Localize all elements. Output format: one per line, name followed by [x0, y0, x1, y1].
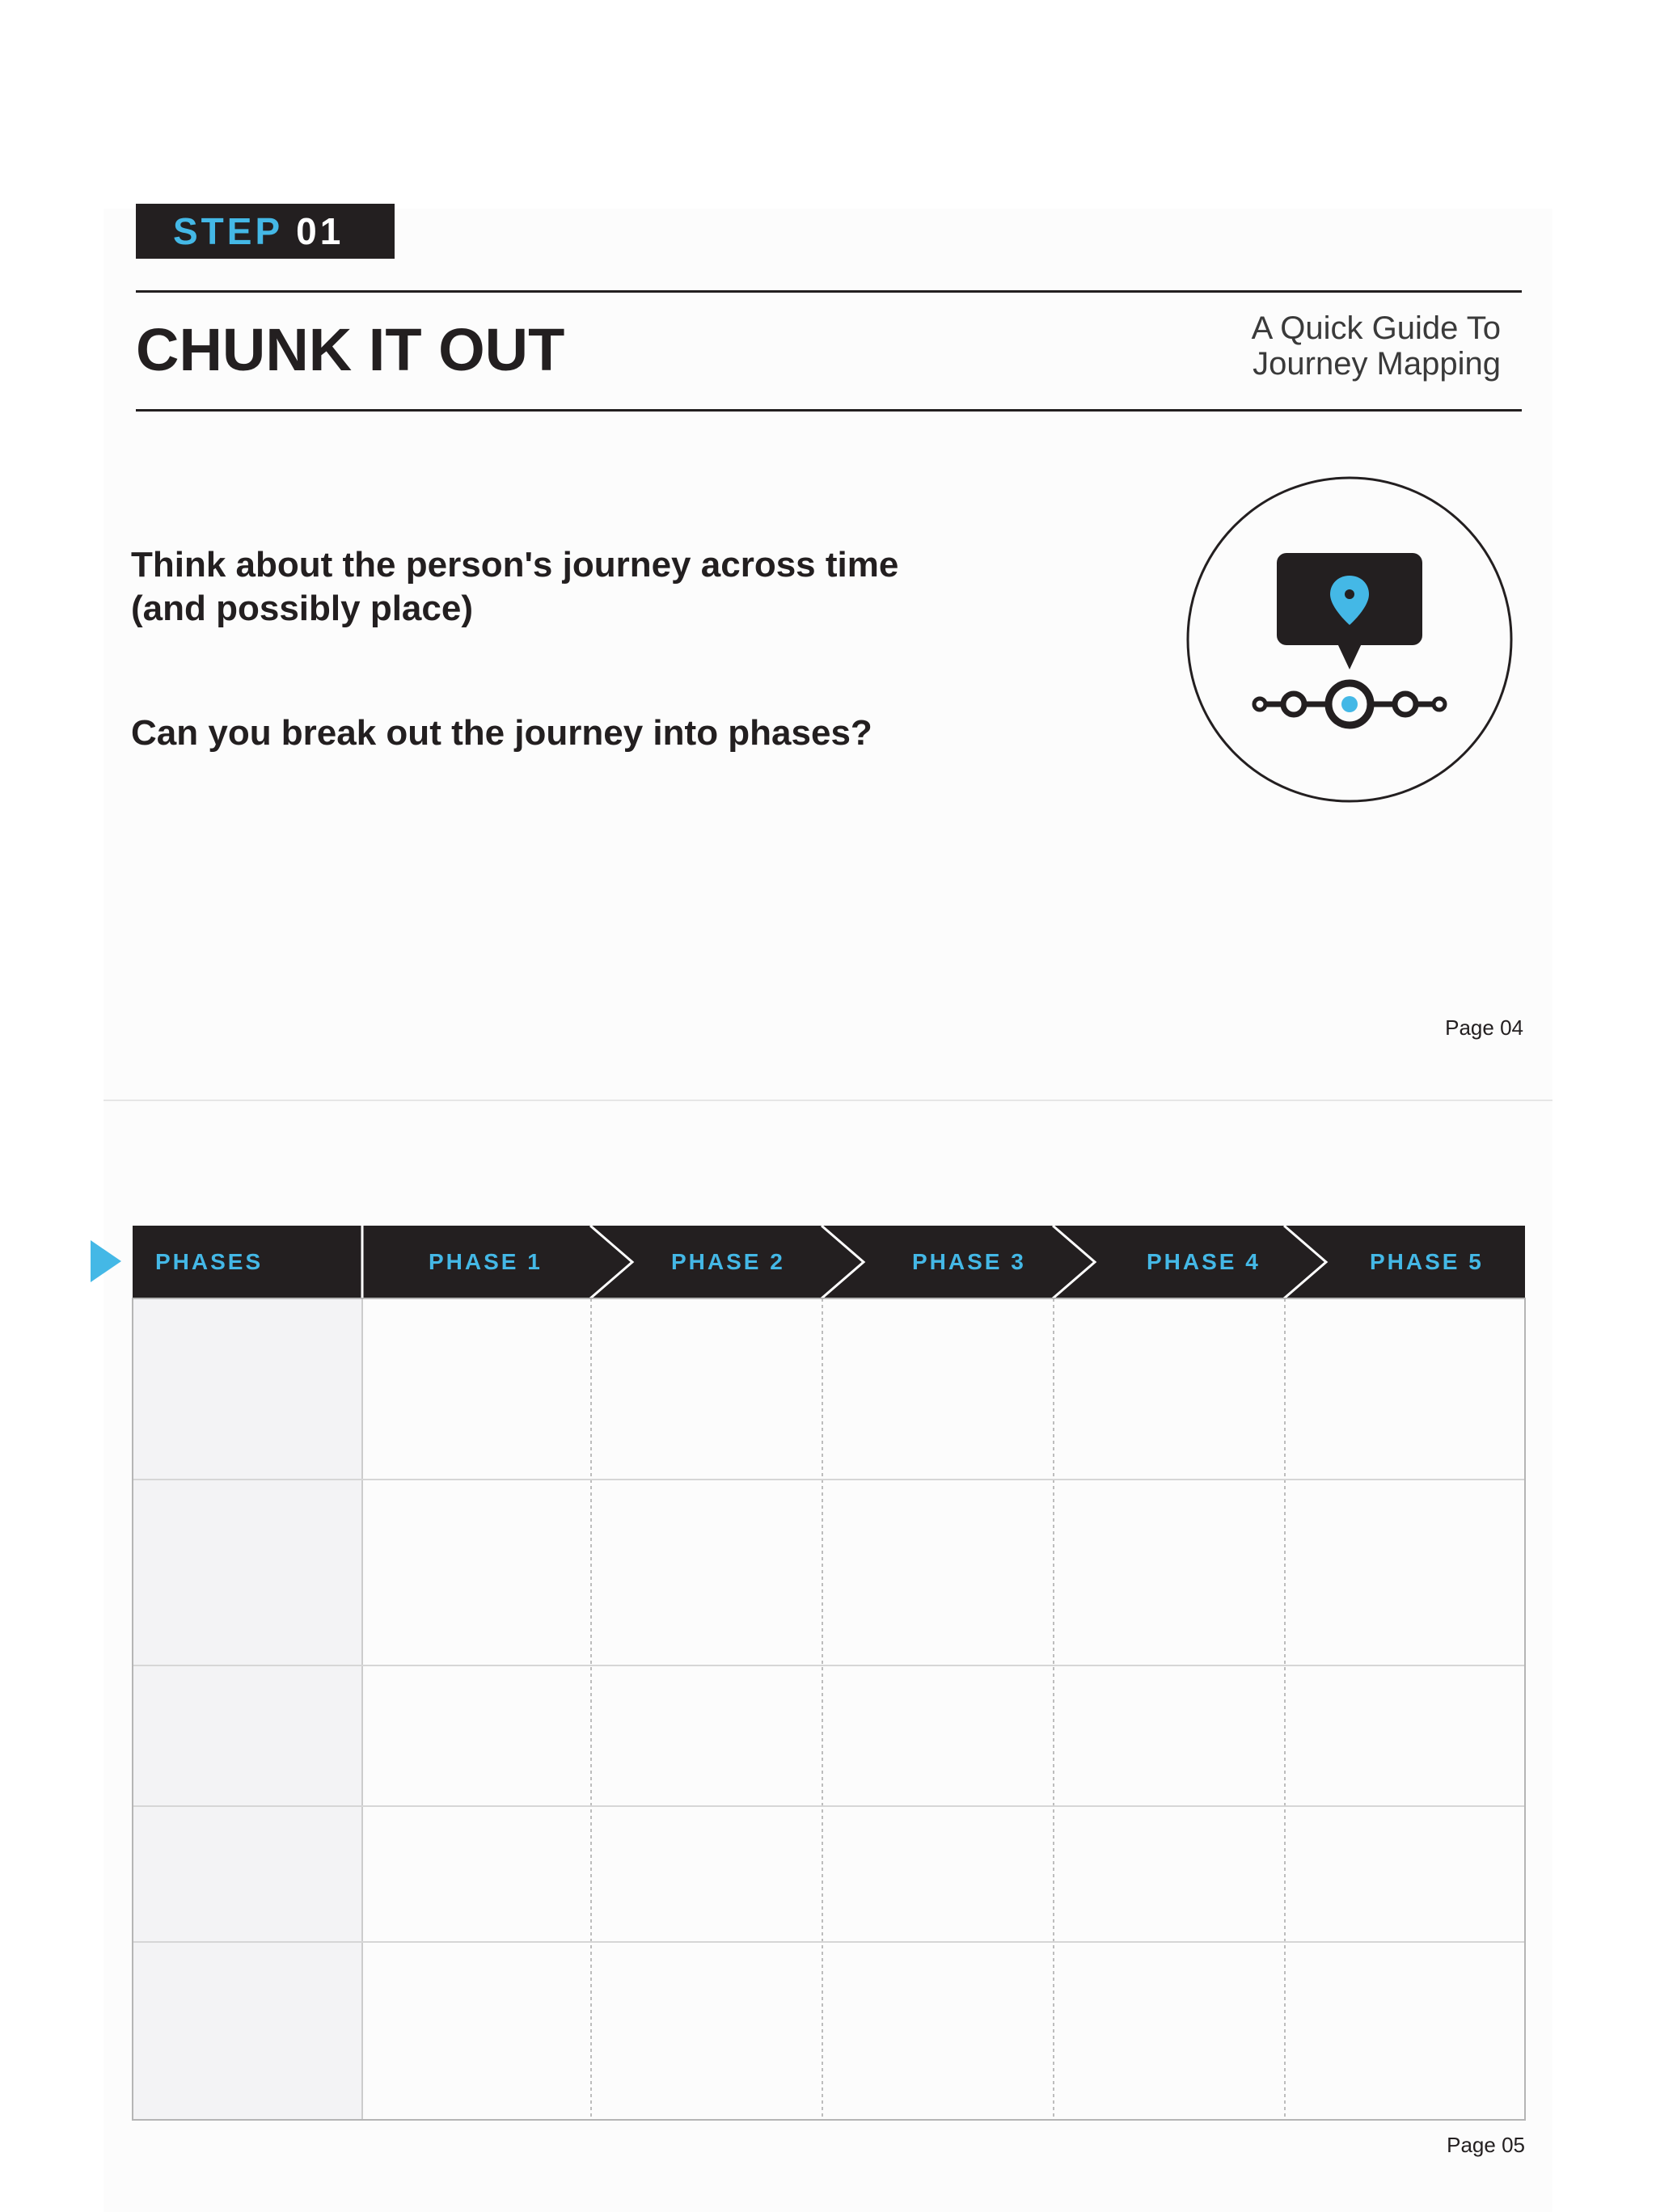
header-phase-3: PHASE 3: [912, 1249, 1026, 1274]
page-number-05: Page 05: [1447, 2133, 1525, 2157]
prompt-journey-time: Think about the person's journey across time (and possibly place): [131, 545, 899, 628]
guide-subtitle: [1252, 310, 1501, 382]
title-bottom-rule: [136, 409, 1522, 412]
header-phase-5: PHASE 5: [1370, 1249, 1484, 1274]
page-separator: [104, 1100, 1552, 1101]
subtitle-line-1: A Quick Guide To: [1251, 310, 1501, 346]
step-label: STEP: [173, 210, 284, 252]
row-pointer-icon: [91, 1240, 121, 1282]
page-title: CHUNK IT OUT: [136, 316, 565, 383]
header-phase-1: PHASE 1: [429, 1249, 543, 1274]
phases-table: [89, 1226, 1528, 2121]
header-phase-4: PHASE 4: [1147, 1249, 1261, 1274]
prompt-break-phases: Can you break out the journey into phases?: [131, 713, 872, 753]
step-number: 01: [296, 210, 344, 252]
header-phase-2: PHASE 2: [671, 1249, 785, 1274]
subtitle-line-2: Journey Mapping: [1253, 346, 1501, 382]
page-number-04: Page 04: [1445, 1015, 1523, 1040]
map-pin-timeline-icon: [1185, 475, 1514, 804]
title-top-rule: [136, 290, 1522, 293]
header-phases: PHASES: [155, 1249, 264, 1274]
step-badge: [136, 204, 395, 259]
